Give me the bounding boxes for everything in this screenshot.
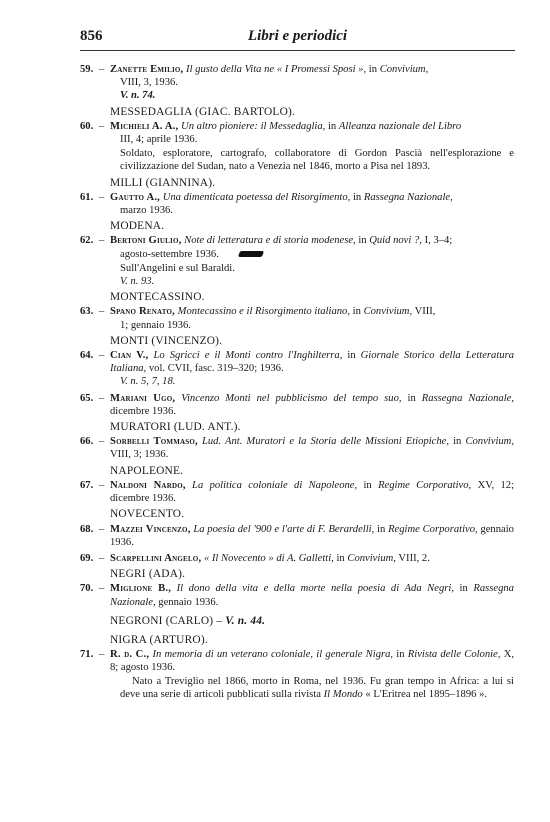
entry-63	[80, 305, 514, 331]
entry-issue: XV, 12; dicembre 1936.	[110, 479, 515, 505]
entry-journal: Rassegna Nazionale,	[363, 191, 453, 203]
entry-issue: marzo 1936.	[120, 205, 173, 217]
entry-dash: –	[99, 479, 105, 491]
entry-author: Naldoni Nardo,	[110, 479, 186, 491]
entry-author: Mariani Ugo,	[110, 392, 176, 404]
entry-journal: Regime Corporativo,	[388, 523, 478, 535]
entry-in: in	[453, 436, 462, 448]
entry-issue: vol. CVII, fasc. 319–320; 1936.	[148, 363, 284, 375]
entry-59	[80, 63, 514, 103]
entry-64	[80, 349, 514, 389]
running-title: Libri e periodici	[247, 28, 348, 44]
entry-title: Montecassino e il Risorgimento italiano,	[177, 306, 350, 318]
entry-dash: –	[99, 235, 105, 247]
entry-in: in	[407, 392, 416, 404]
entry-author: Michieli A. A.,	[110, 120, 179, 132]
entry-71	[80, 648, 514, 701]
entry-60	[80, 120, 514, 174]
entry-journal: Giornale Storico della Letteratura Italiana,	[110, 350, 515, 375]
entry-journal: Convivium,	[465, 436, 514, 448]
section-heading: MONTI (VINCENZO).	[110, 334, 223, 347]
entry-note-end: « L'Eritrea nel 1895–1896 ».	[365, 688, 488, 700]
entry-number: 67.	[80, 479, 94, 491]
entry-dash: –	[99, 120, 105, 132]
section-heading: MODENA.	[110, 220, 165, 233]
entry-journal: Convivium,	[363, 306, 413, 318]
entry-dash: –	[99, 436, 105, 448]
entry-journal: Convivium,	[379, 64, 429, 75]
ink-blot	[238, 251, 264, 257]
entry-title: La poesia del '900 e l'arte di F. Berardelli,	[193, 523, 375, 535]
section-heading-text: NEGRONI (CARLO) –	[110, 614, 223, 627]
entry-in: in	[377, 523, 386, 535]
entry-number: 64.	[80, 350, 94, 362]
entry-crossref: V. n. 5, 7, 18.	[120, 376, 176, 388]
entry-issue: X, 8; agosto 1936.	[110, 649, 514, 674]
entry-date: agosto-settembre 1936.	[120, 248, 219, 260]
entry-note	[110, 675, 514, 701]
page-number: 856	[80, 28, 103, 44]
section-heading: MURATORI (LUD. ANT.).	[110, 421, 241, 434]
entry-66	[80, 435, 514, 461]
entry-title: La politica coloniale di Napoleone,	[192, 479, 358, 491]
entry-author: Scarpellini Angelo,	[110, 552, 202, 564]
entry-dash: –	[99, 392, 105, 404]
header-rule	[80, 50, 515, 51]
entry-in: in	[363, 479, 372, 491]
entry-dash: –	[99, 191, 105, 203]
entry-number: 62.	[80, 235, 94, 247]
section-heading: MONTECASSINO.	[110, 291, 205, 304]
entry-note: Soldato, esploratore, cartografo, collaboratore di Gordon Pascià nell'esplorazione e civilizzazione del Sudan, nato a Venezia nel 1846, morto a Pisa nel 1893.	[120, 148, 514, 173]
entry-number: 59.	[80, 64, 94, 75]
entry-title: Il gusto della Vita ne « I Promessi Sposi »,	[186, 64, 367, 75]
entry-number: 68.	[80, 523, 94, 535]
section-heading: MESSEDAGLIA (GIAC. BARTOLO).	[110, 105, 296, 118]
entry-number: 60.	[80, 120, 94, 132]
entry-in: in	[352, 306, 361, 318]
entry-in: in	[336, 552, 345, 564]
entry-dash: –	[99, 552, 105, 564]
entry-journal: Alleanza nazionale del Libro	[338, 120, 462, 132]
entry-issue: VIII, 3, 1936.	[120, 77, 178, 89]
entry-author: Gautto A.,	[110, 191, 161, 203]
entry-70	[80, 582, 514, 608]
page-header	[80, 28, 515, 48]
entry-67	[80, 479, 514, 505]
entry-dash: –	[99, 583, 105, 595]
entry-journal: Rassegna Nazionale,	[421, 392, 514, 404]
entry-issue: VIII, 2.	[398, 552, 430, 564]
entry-62	[80, 234, 514, 288]
entry-issue: 1; gennaio 1936.	[120, 319, 191, 331]
entry-61	[80, 191, 514, 217]
entry-journal: Quid novi ?,	[369, 235, 422, 247]
entry-number: 66.	[80, 436, 94, 448]
entry-68	[80, 523, 514, 549]
entry-number: 69.	[80, 552, 94, 564]
section-heading: NEGRI (ADA).	[110, 568, 186, 581]
entry-author: Miglione B.,	[110, 583, 172, 595]
entry-title: Lud. Ant. Muratori e la Storia delle Missioni Etiopiche,	[201, 436, 449, 448]
entry-title: « Il Novecento » di A. Galletti,	[203, 552, 334, 564]
entry-issue: gennaio 1936.	[110, 523, 514, 548]
entry-title: Vincenzo Monti nel pubblicismo del tempo suo,	[181, 392, 402, 404]
entry-author: Zanette Emilio,	[110, 64, 184, 75]
entry-title: Il dono della vita e della morte nella poesia di Ada Negri,	[176, 583, 454, 595]
entry-title: Un altro pioniere: il Messedaglia,	[181, 120, 326, 132]
entry-in: in	[396, 649, 405, 661]
entry-author: Bertoni Giulio,	[110, 235, 182, 247]
entry-crossref: V. n. 74.	[120, 90, 156, 102]
entry-issue-head: I, 3–4;	[424, 235, 453, 247]
section-heading: NAPOLEONE.	[110, 464, 184, 477]
entry-issue: gennaio 1936.	[158, 596, 219, 608]
entry-dash: –	[99, 649, 105, 661]
entry-number: 70.	[80, 583, 94, 595]
entry-number: 71.	[80, 649, 94, 661]
entry-in: in	[327, 120, 337, 132]
entry-issue: VIII, 3; 1936.	[110, 449, 169, 461]
entry-note-journal: Il Mondo	[323, 688, 363, 700]
entry-in: in	[347, 350, 356, 362]
entry-65	[80, 392, 514, 418]
entry-dash: –	[99, 306, 105, 318]
entry-note-text: Nato a Treviglio nel 1866, morto in Roma, nel 1936. Fu gran tempo in Africa: a lui si deve una serie di articoli pubblicati sulla rivista	[120, 675, 514, 700]
entry-author: Spano Renato,	[110, 306, 175, 318]
entry-author: R. d. C.,	[110, 649, 150, 661]
entry-number: 61.	[80, 191, 94, 203]
section-crossref: V. n. 44.	[225, 614, 266, 627]
entry-issue: III, 4; aprile 1936.	[120, 134, 198, 146]
entry-title: In memoria di un veterano coloniale, il generale Nigra,	[152, 649, 394, 661]
entry-journal: Convivium,	[347, 552, 396, 564]
entry-title: Note di letteratura e di storia modenese,	[184, 235, 356, 247]
entry-number: 65.	[80, 392, 94, 404]
section-heading: MILLI (GIANNINA).	[110, 176, 216, 189]
entry-in: in	[368, 64, 378, 75]
bibliography-list	[80, 63, 514, 704]
entry-journal: Regime Corporativo,	[378, 479, 472, 491]
entry-author: Sorbelli Tommaso,	[110, 436, 198, 448]
entry-issue	[110, 248, 514, 261]
entry-number: 63.	[80, 306, 94, 318]
entry-dash: –	[99, 350, 105, 362]
entry-in: in	[352, 191, 362, 203]
entry-69	[80, 552, 514, 565]
entry-note: Sull'Angelini e sul Baraldi.	[120, 262, 235, 274]
entry-title: Una dimenticata poetessa del Risorgimento,	[162, 191, 351, 203]
entry-journal: Rassegna Nazionale,	[110, 583, 514, 608]
section-heading: NOVECENTO.	[110, 508, 185, 521]
entry-in: in	[358, 235, 367, 247]
entry-issue-head: VIII,	[414, 306, 436, 318]
entry-in: in	[459, 583, 468, 595]
entry-journal: Rivista delle Colonie,	[407, 649, 501, 661]
entry-author: Mazzei Vincenzo,	[110, 523, 191, 535]
section-heading: NIGRA (ARTURO).	[110, 633, 208, 646]
entry-author: Cian V.,	[110, 350, 149, 362]
entry-dash: –	[99, 523, 105, 535]
entry-title: Lo Sgricci e il Monti contro l'Inghilterra,	[153, 350, 343, 362]
entry-dash: –	[99, 64, 105, 75]
section-heading	[80, 615, 514, 628]
entry-issue: dicembre 1936.	[110, 405, 176, 417]
entry-crossref: V. n. 93.	[120, 276, 155, 288]
